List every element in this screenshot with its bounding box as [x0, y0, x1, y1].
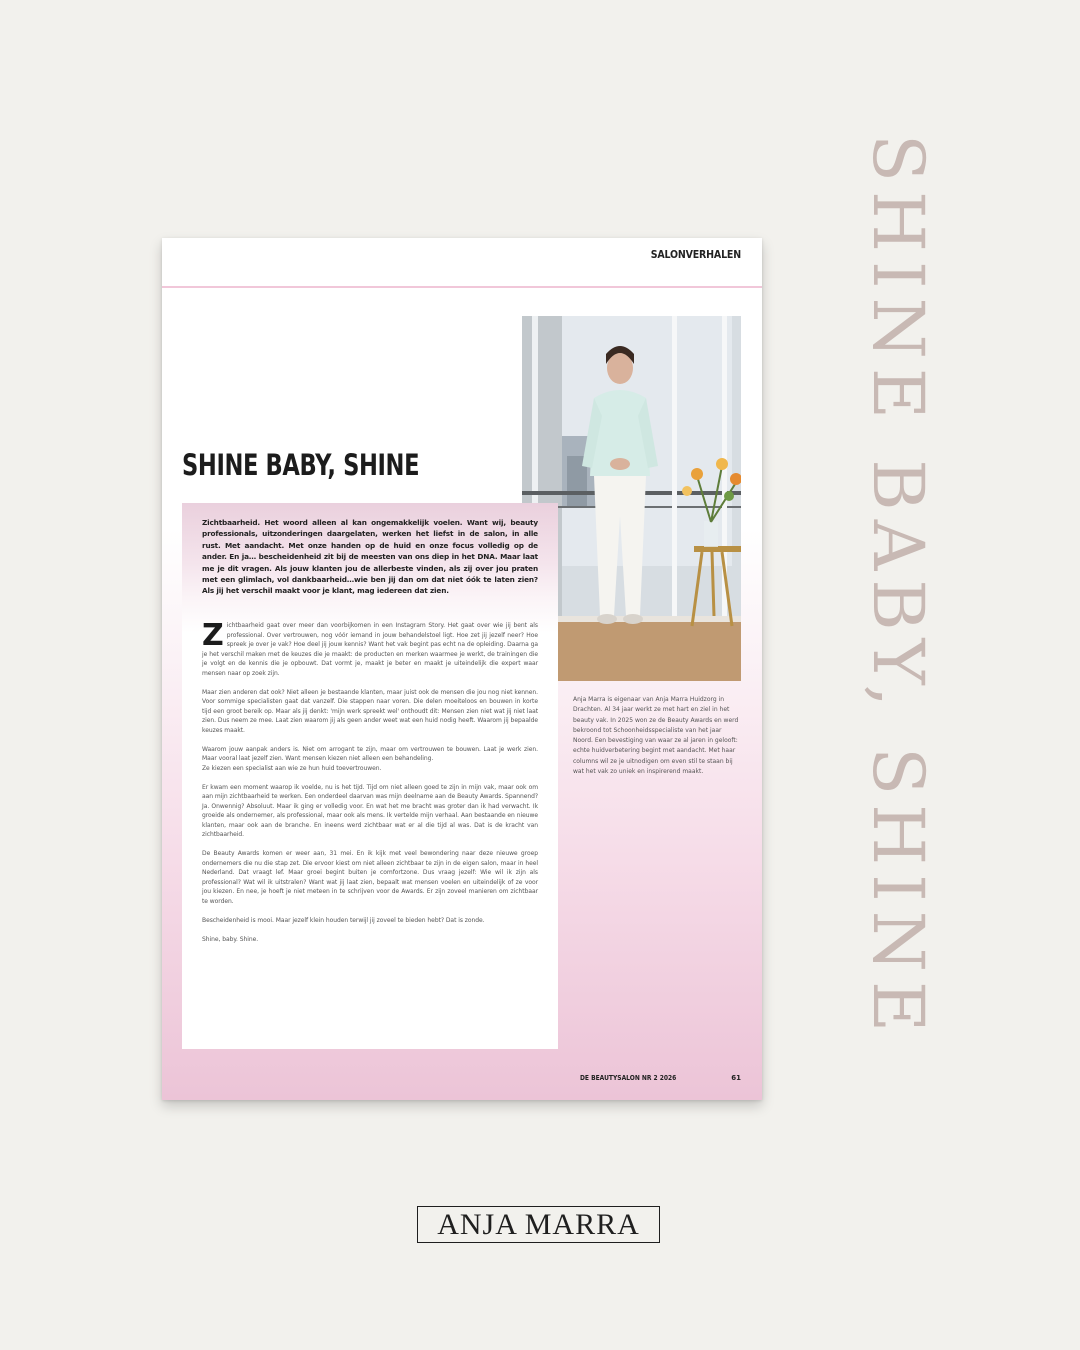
article-text-panel: [182, 503, 558, 1049]
magazine-footer-title: DE BEAUTYSALON NR 2 2026: [579, 1074, 676, 1082]
brand-logo-text: ANJA MARRA: [437, 1207, 640, 1241]
body-paragraph-5: De Beauty Awards komen er weer aan, 31 mei. En ik kijk met veel bewondering naar deze nieuwe groep ondernemers die nu die stap zet. Die ervoor kiest om niet alleen zichtbaar te zijn in de eigen salon, maar in heel Nederland. Dat vraagt lef. Maar groei begint buiten je comfortzone. Dus vraag jezelf: Wie wil ik zijn als professional? Wat wil ik uitstralen? Want wat jij laat zien, bepaalt wat mensen voelen en uiteindelijk of ze voor jou kiezen. En nee, je hoeft je niet meteen in te schrijven voor de Awards. Er zijn zoveel manieren om zichtbaar te worden.: [202, 850, 538, 905]
section-label: SALONVERHALEN: [650, 248, 741, 261]
body-paragraph-7: Shine, baby. Shine.: [202, 935, 259, 943]
body-paragraph-1: ichtbaarheid gaat over meer dan voorbijkomen in een Instagram Story. Het gaat over wie jij bent als professional. Over vertrouwen, nog vóór iemand in jouw behandelstoel ligt. Hoe zet jij jezelf neer? Hoe spreek je over je vak? Hoe deel jij jouw kennis? Want het vak begint pas echt na de opleiding. Daarna ga je het verschil maken met de keuzes die je maakt: de producten en merken waarmee je werkt, de trainingen die je volgt en de kennis die je opbouwt. Dat vormt je, maakt je beter en maakt je uiteindelijk die expert waar mensen naar op zoek zijn.: [202, 622, 538, 677]
magazine-page: [162, 238, 762, 1100]
body-paragraph-6: Bescheidenheid is mooi. Maar jezelf klein houden terwijl jij zoveel te bieden hebt? Dat is zonde.: [202, 916, 485, 924]
body-paragraph-4: Er kwam een moment waarop ik voelde, nu is het tijd. Tijd om niet alleen goed te zijn in mijn vak, maar ook om aan mijn zichtbaarheid te werken. Een onderdeel daarvan was mijn deelname aan de Beauty Awards. Spannend? Ja. Onwennig? Absoluut. Maar ik ging er volledig voor. En wat het me bracht was groter dan ik had verwacht. Ik groeide als ondernemer, als professional, maar ook als mens. Ik vertelde mijn verhaal. Aan bestaande en nieuwe klanten, maar ook aan de branche. En ineens werd zichtbaar wat er al die tijd al was. Dat is de kracht van zichtbaarheid.: [202, 783, 538, 838]
brand-logo: [417, 1206, 660, 1243]
drop-cap: Z: [202, 618, 224, 653]
body-paragraph-2: Maar zien anderen dat ook? Niet alleen je bestaande klanten, maar juist ook de mensen die jou nog niet kennen. Voor sommige specialisten gaat dat vanzelf. Die stappen naar voren. Die delen moeiteloos en bouwen in korte tijd een groot bereik op. Maar als jij denkt: 'mijn werk spreekt wel' onthoudt dit: Mensen zien niet wat jij niet laat zien. Dus neem ze mee. Laat zien waarom jij als geen ander weet wat een huid nodig heeft. Waarom jij bepaalde keuzes maakt.: [202, 688, 538, 734]
vertical-title-text: SHINE BABY, SHINE: [857, 134, 939, 1042]
body-paragraph-3: Waarom jouw aanpak anders is. Niet om arrogant te zijn, maar om vertrouwen te bouwen. Laat je werk zien. Maar vooral laat jezelf zien. Want mensen kiezen niet alleen een behandeling.: [202, 745, 538, 762]
article-headline: SHINE BABY, SHINE: [182, 448, 420, 482]
header-rule: [162, 286, 762, 288]
vertical-title: [857, 134, 939, 1224]
article-body: [202, 618, 538, 954]
body-paragraph-3b: Ze kiezen een specialist aan wie ze hun huid toevertrouwen.: [202, 764, 382, 772]
author-bio: Anja Marra is eigenaar van Anja Marra Huidzorg in Drachten. Al 34 jaar werkt ze met hart en ziel in het beauty vak. In 2025 won ze de Beauty Awards en werd bekroond tot Schoonheidsspecialiste van het jaar Noord. Een bevestiging van waar ze al jaren in gelooft: echte huidverbetering begint met aandacht. Met haar columns wil ze je uitnodigen om even stil te staan bij wat het vak zo uniek en inspirerend maakt.: [573, 696, 739, 776]
article-intro: Zichtbaarheid. Het woord alleen al kan ongemakkelijk voelen. Want wij, beauty professionals, uitzonderingen daargelaten, werken het liefst in de salon, in alle rust. Met aandacht. Met onze handen op de huid en onze focus volledig op de ander. En ja… bescheidenheid zit bij de meesten van ons diep in het DNA. Maar laat me je dit vragen. Als jouw klanten jou de allerbeste vinden, als zij over jou praten met een glimlach, vol dankbaarheid…wie ben jij dan om dat niet óók te laten zien? Als jij het verschil maakt voor je klant, mag iedereen dat zien.: [202, 518, 538, 596]
page-number: 61: [731, 1074, 741, 1082]
